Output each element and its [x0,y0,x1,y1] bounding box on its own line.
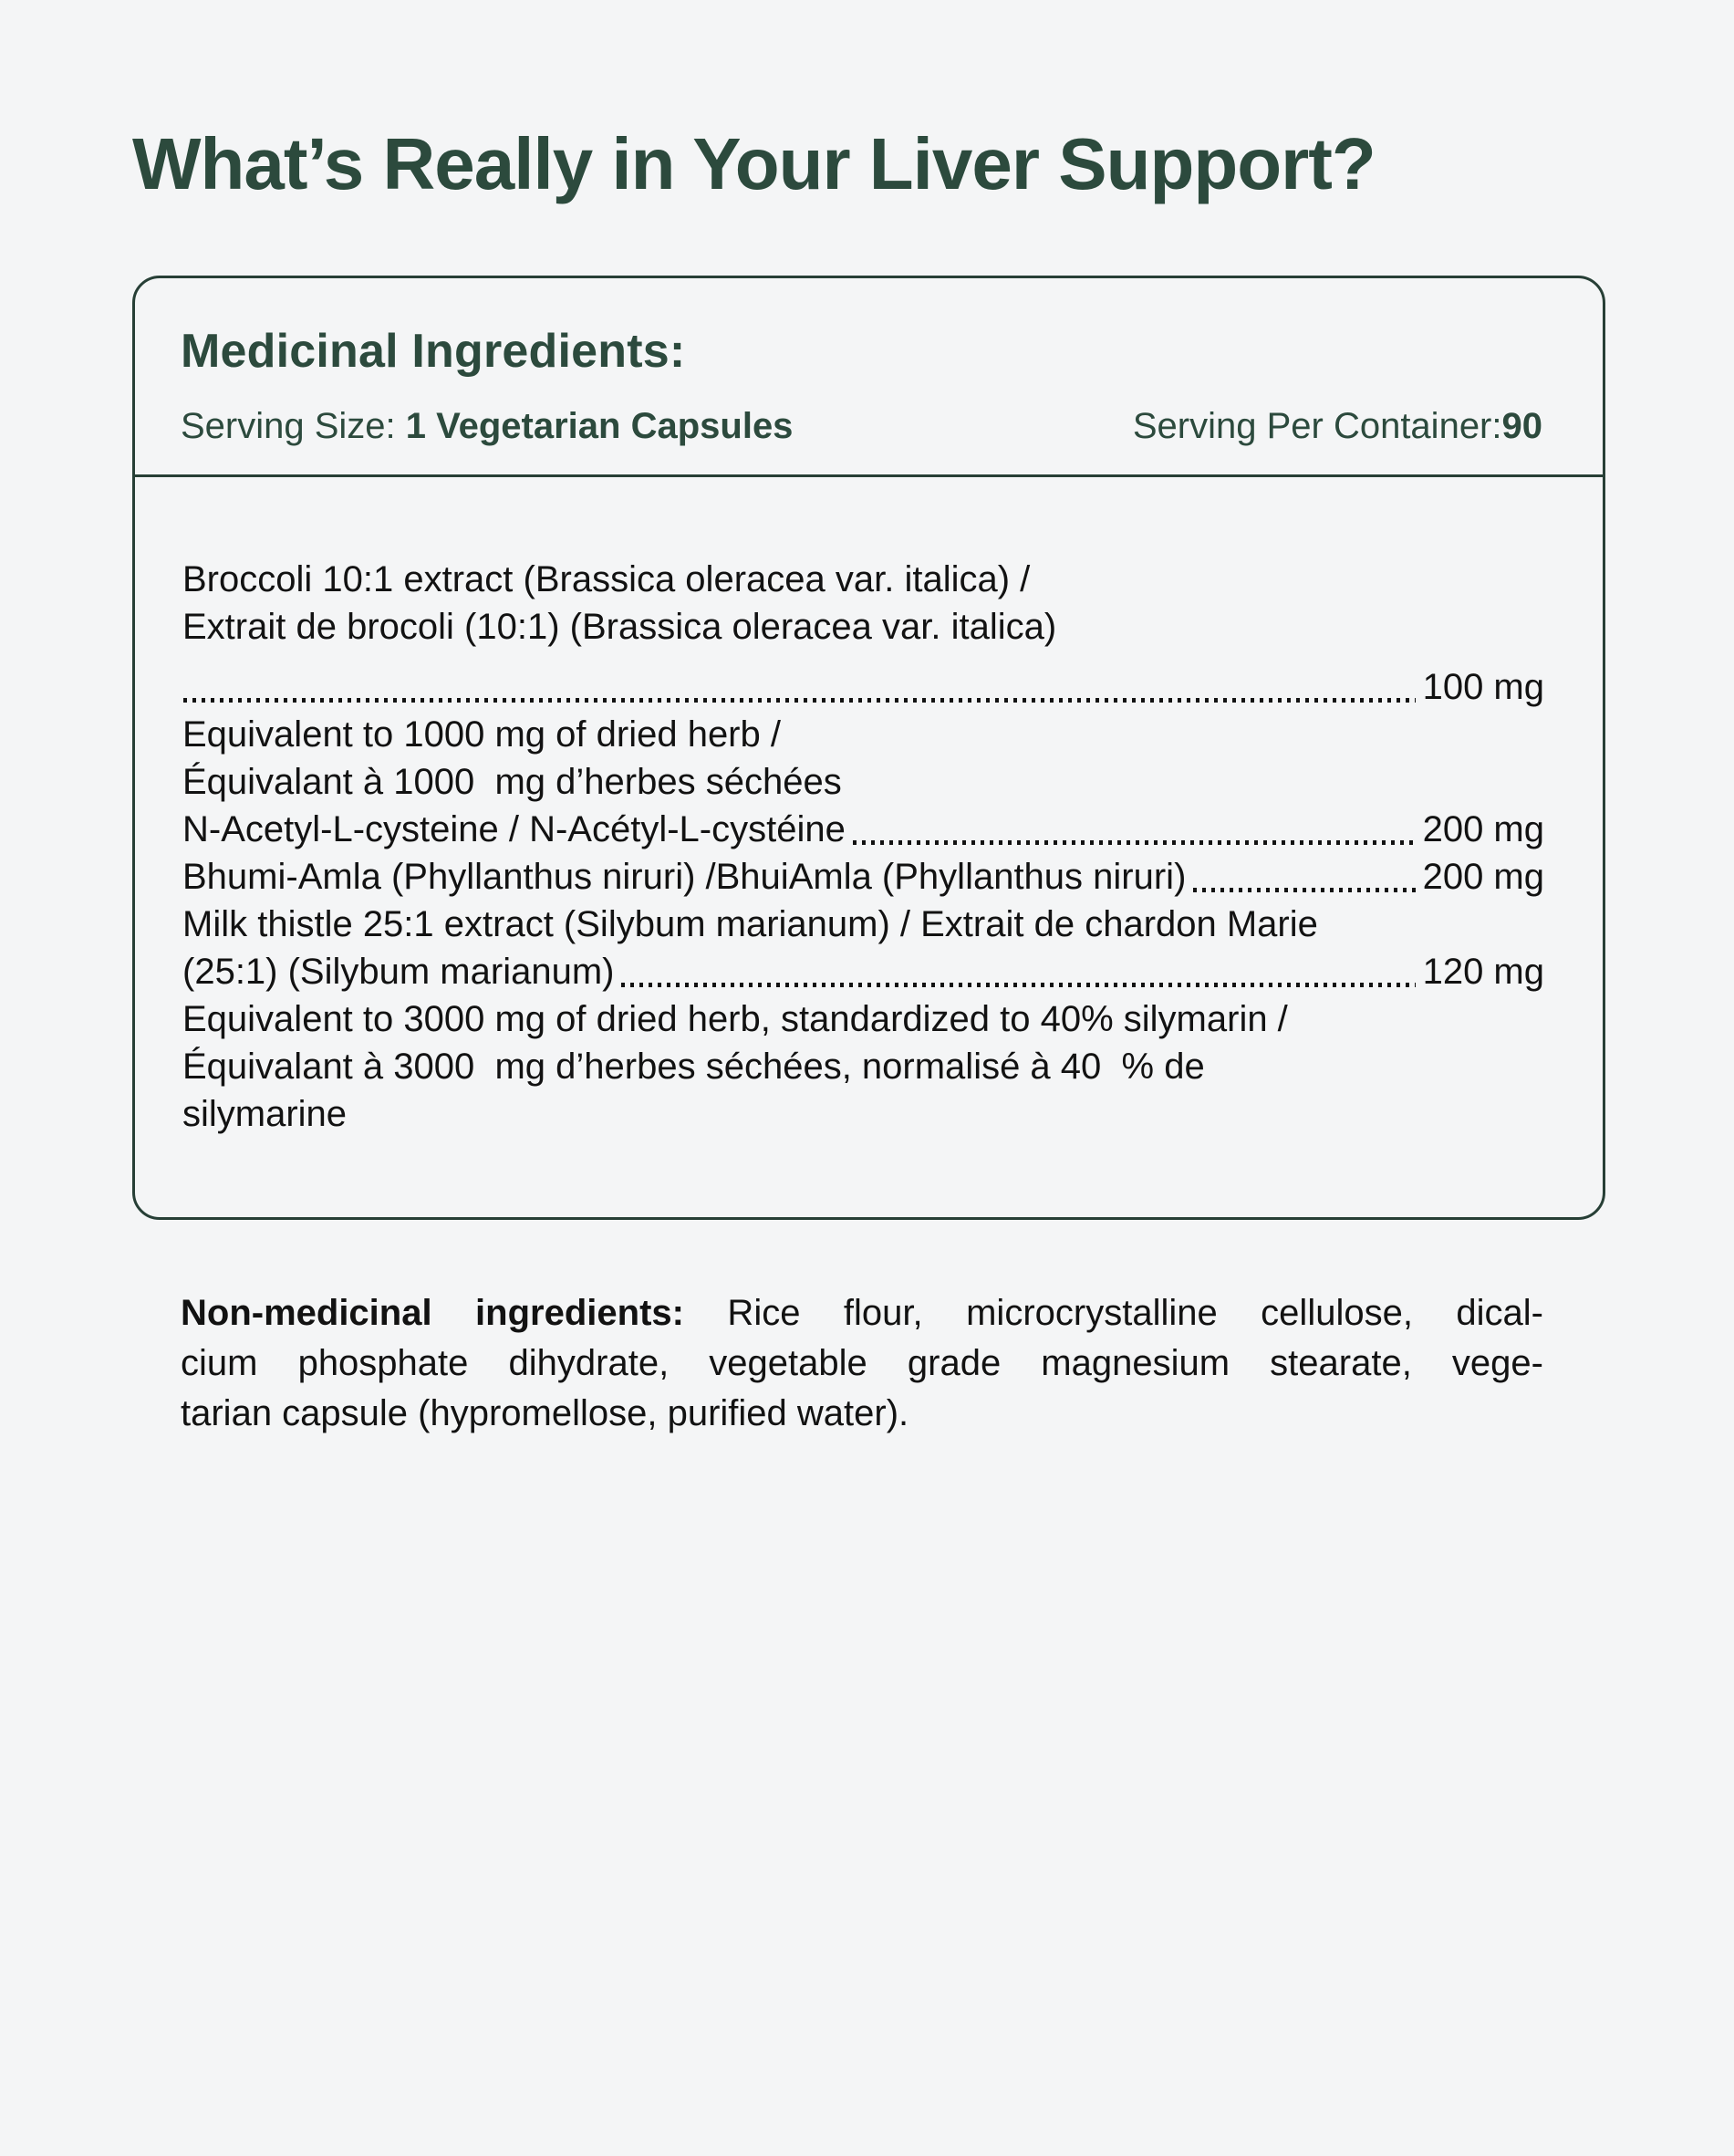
ingredient-line [182,901,1544,948]
non-medicinal-label: Non-medicinal ingredients: [181,1293,684,1333]
ingredient-amount: 120 mg [1422,952,1544,992]
dotted-leader [183,698,1416,703]
ingredient-text: Extrait de brocoli (10:1) (Brassica oleracea var. italica) [182,607,1057,647]
ingredient-text: Équivalant à 3000 mg d’herbes séchées, normalisé à 40 % de [182,1047,1205,1087]
servings-per-container-value: 90 [1501,406,1542,446]
ingredient-line [182,556,1544,603]
panel-header [135,278,1603,474]
ingredient-line [182,995,1544,1043]
ingredient-line [182,1043,1544,1090]
dotted-leader [853,840,1416,845]
panel-heading: Medicinal Ingredients: [181,325,686,378]
ingredient-line [182,1090,1544,1138]
ingredient-line [182,948,1544,995]
ingredient-text: (25:1) (Silybum marianum) [182,952,615,992]
non-medicinal-line: Non-medicinal ingredients: Rice flour, microcrystalline cellulose, dical- [181,1293,1543,1333]
ingredient-text: silymarine [182,1094,348,1134]
ingredient-line [182,758,1544,806]
ingredient-line [182,663,1544,711]
ingredient-text: Milk thistle 25:1 extract (Silybum marianum) / Extrait de chardon Marie [182,904,1318,944]
ingredient-text: Équivalant à 1000 mg d’herbes séchées [182,762,842,802]
ingredient-line [182,806,1544,853]
dotted-leader [1193,888,1415,892]
medicinal-ingredients-panel [132,276,1605,1220]
ingredient-text: Bhumi-Amla (Phyllanthus niruri) /BhuiAmla (Phyllanthus niruri) [182,857,1187,897]
ingredient-text: N-Acetyl-L-cysteine / N-Acétyl-L-cystéine [182,809,846,849]
ingredient-line [182,711,1544,758]
ingredient-line [182,603,1544,651]
page-title: What’s Really in Your Liver Support? [132,123,1376,204]
ingredient-amount: 100 mg [1422,667,1544,707]
ingredient-text: Equivalent to 1000 mg of dried herb / [182,714,781,755]
servings-per-container-label: Serving Per Container: [1132,406,1502,446]
dotted-leader [621,983,1415,987]
serving-size-value: 1 Vegetarian Capsules [405,406,794,446]
ingredient-text: Broccoli 10:1 extract (Brassica oleracea var. italica) / [182,559,1031,599]
ingredient-amount: 200 mg [1422,809,1544,849]
non-medicinal-line: tarian capsule (hypromellose, purified water). [181,1393,909,1433]
ingredient-amount: 200 mg [1422,857,1544,897]
ingredient-text: Equivalent to 3000 mg of dried herb, standardized to 40% silymarin / [182,999,1288,1039]
ingredients-list [135,477,1603,1138]
non-medicinal-ingredients [181,1288,1543,1439]
serving-size [181,406,793,447]
non-medicinal-line: cium phosphate dihydrate, vegetable grade magnesium stearate, vege- [181,1343,1543,1383]
servings-per-container [1133,406,1542,447]
serving-row [181,406,1557,447]
ingredient-line [182,853,1544,901]
serving-size-label: Serving Size: [181,406,406,446]
